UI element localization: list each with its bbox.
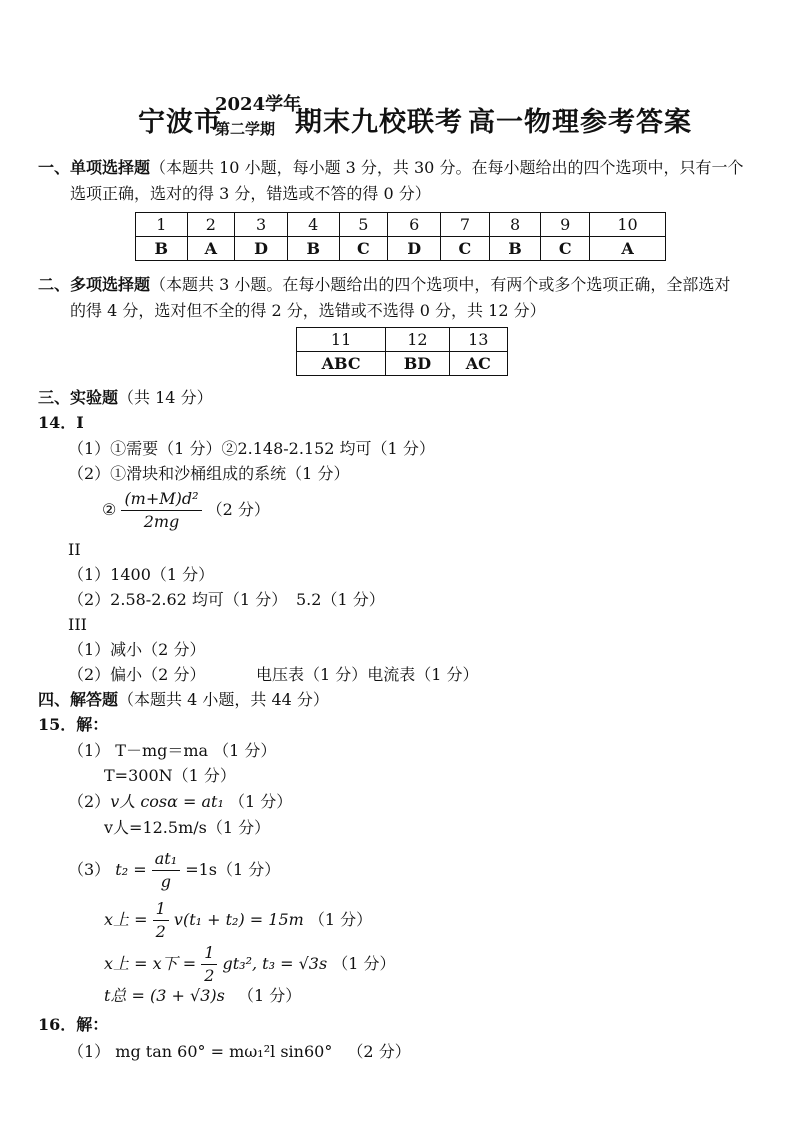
q14-i2b <box>102 488 270 533</box>
table-cell: ABC <box>297 352 386 376</box>
sec1-desc2: 选项正确，选对的得 3 分，错选或不答的得 0 分） <box>70 184 431 203</box>
table-cell: C <box>339 237 388 261</box>
sec1-title: 单项选择题 <box>70 158 151 177</box>
q15-3-label: （3） <box>68 860 111 879</box>
formula: mg tan 60° = mω₁²l sin60° <box>115 1042 333 1061</box>
sec2-heading <box>38 275 730 295</box>
formula-rhs: gt₃², t₃ = √3s <box>222 954 328 973</box>
sec3-num: 三、 <box>38 388 71 407</box>
fraction-num: at₁ <box>152 848 180 871</box>
table-cell: 13 <box>449 328 507 352</box>
sec1-num: 一、 <box>38 158 71 177</box>
q15-2-label: （2） <box>68 792 111 811</box>
table-cell: 12 <box>386 328 449 352</box>
fraction <box>121 488 201 533</box>
fraction <box>201 942 217 987</box>
q14-part2: II <box>68 540 81 559</box>
q14-i1: （1）①需要（1 分）②2.148-2.152 均可（1 分） <box>68 439 435 458</box>
sec2-desc2: 的得 4 分，选对但不全的得 2 分，选错或不选得 0 分，共 12 分） <box>70 301 546 320</box>
score: （1 分） <box>228 792 293 811</box>
q14-label: 14．I <box>38 413 84 432</box>
sec1-desc1: （本题共 10 小题，每小题 3 分，共 30 分。在每小题给出的四个选项中，只有一个 <box>150 158 744 177</box>
score: （1 分） <box>308 910 373 929</box>
fraction-den: 2mg <box>143 512 180 531</box>
sec2-answer-table <box>296 327 508 376</box>
table-cell: BD <box>386 352 449 376</box>
formula-lhs: x上 = x下 = <box>104 954 197 973</box>
q16-1 <box>68 1042 411 1062</box>
page-title <box>0 88 800 138</box>
table-cell: 6 <box>388 213 441 237</box>
sec2-num: 二、 <box>38 275 71 294</box>
formula-lhs: x上 = <box>104 910 148 929</box>
table-cell: 7 <box>441 213 490 237</box>
score: （2 分） <box>206 500 270 519</box>
score: （1 分） <box>332 954 396 973</box>
sec2-title: 多项选择题 <box>70 275 151 294</box>
sec4-desc: （本题共 4 小题，共 44 分） <box>118 690 329 709</box>
sec1-heading <box>38 158 743 178</box>
q15-1a: （1） T－mg＝ma （1 分） <box>68 741 277 760</box>
title-main: 期末九校联考 <box>295 107 463 138</box>
formula: v人 cosα = at₁ <box>110 792 224 811</box>
q14-iii2b: 电压表（1 分）电流表（1 分） <box>256 665 479 684</box>
q15-2b: v人=12.5m/s（1 分） <box>104 818 271 837</box>
table-cell: AC <box>449 352 507 376</box>
sec1-answer-table <box>135 212 666 261</box>
sec2-desc1: （本题共 3 小题。在每小题给出的四个选项中，有两个或多个选项正确，全部选对 <box>150 275 731 294</box>
q16-1-label: （1） <box>68 1042 111 1061</box>
table-cell: C <box>541 237 590 261</box>
fraction-den: g <box>160 872 172 891</box>
q15-3d <box>104 986 301 1006</box>
formula-lhs: t₂ = <box>115 860 147 879</box>
q15-2a <box>68 792 292 812</box>
title-subject: 高一物理参考答案 <box>468 107 692 138</box>
q15-1b: T=300N（1 分） <box>104 766 236 785</box>
formula-rhs: v(t₁ + t₂) = 15m <box>173 910 304 929</box>
q14-iii2a: （2）偏小（2 分） <box>68 665 206 684</box>
q15-3c <box>104 942 396 987</box>
circle-two: ② <box>102 500 117 519</box>
table-cell: 1 <box>136 213 188 237</box>
fraction <box>153 898 169 943</box>
sec3-title: 实验题 <box>70 388 119 407</box>
fraction-num: 1 <box>153 898 169 921</box>
table-cell: D <box>388 237 441 261</box>
table-cell: 11 <box>297 328 386 352</box>
q14-iii1: （1）减小（2 分） <box>68 640 206 659</box>
table-cell: C <box>441 237 490 261</box>
fraction-num: 1 <box>201 942 217 965</box>
fraction-num: (m+M)d² <box>121 488 201 511</box>
table-cell: B <box>287 237 339 261</box>
fraction-den: 2 <box>155 922 166 941</box>
table-cell: A <box>187 237 235 261</box>
fraction-den: 2 <box>204 966 215 985</box>
title-year: 2024学年 <box>215 94 302 115</box>
q14-ii2b: 5.2（1 分） <box>296 590 385 609</box>
q15-3b <box>104 898 372 943</box>
q15-label: 15．解： <box>38 715 109 734</box>
table-cell: 9 <box>541 213 590 237</box>
table-cell: B <box>489 237 541 261</box>
q15-3a <box>68 848 280 893</box>
q14-ii1: （1）1400（1 分） <box>68 565 215 584</box>
sec3-heading <box>38 388 213 408</box>
table-cell: 8 <box>489 213 541 237</box>
table-cell: D <box>235 237 288 261</box>
q14-ii2a: （2）2.58-2.62 均可（1 分） <box>68 590 288 609</box>
q16-label: 16．解： <box>38 1015 109 1034</box>
q14-i2: （2）①滑块和沙桶组成的系统（1 分） <box>68 464 350 483</box>
title-term: 第二学期 <box>215 120 276 138</box>
sec3-desc: （共 14 分） <box>118 388 213 407</box>
formula-rhs: =1s（1 分） <box>185 860 281 879</box>
table-cell: B <box>136 237 188 261</box>
sec4-title: 解答题 <box>70 690 119 709</box>
table-cell: 10 <box>590 213 666 237</box>
sec4-heading <box>38 690 329 710</box>
score: （2 分） <box>347 1042 411 1061</box>
fraction <box>152 848 180 893</box>
score: （1 分） <box>237 986 302 1005</box>
formula: t总 = (3 + √3)s <box>104 986 225 1005</box>
table-cell: 3 <box>235 213 288 237</box>
table-cell: 4 <box>287 213 339 237</box>
q14-part3: III <box>68 615 87 634</box>
title-city: 宁波市 <box>138 107 222 138</box>
table-cell: 5 <box>339 213 388 237</box>
sec4-num: 四、 <box>38 690 71 709</box>
table-cell: A <box>590 237 666 261</box>
table-cell: 2 <box>187 213 235 237</box>
